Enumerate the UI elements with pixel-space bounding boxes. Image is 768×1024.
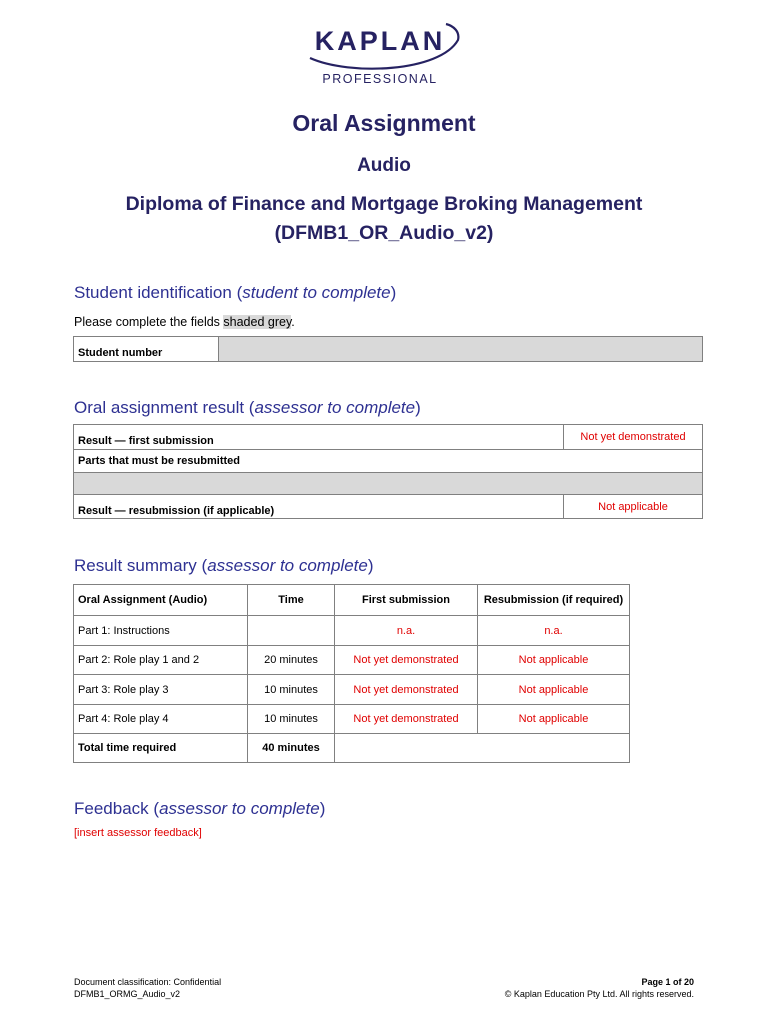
- course-code: (DFMB1_OR_Audio_v2): [274, 222, 494, 244]
- student-id-table: [73, 336, 703, 362]
- footer-right: [505, 976, 694, 1000]
- parts-resubmit-label: Parts that must be resubmitted: [74, 450, 703, 473]
- part-cell: Part 1: Instructions: [74, 616, 248, 646]
- total-empty-cell: [335, 734, 630, 763]
- feedback-heading: Feedback (assessor to complete): [74, 799, 326, 818]
- document-classification: Document classification: Confidential: [74, 977, 222, 987]
- page-title: Oral Assignment: [292, 110, 476, 136]
- heading-role: student to complete: [242, 283, 391, 302]
- parts-resubmit-field[interactable]: [74, 473, 703, 495]
- table-row: [74, 646, 630, 675]
- part-cell: Part 3: Role play 3: [74, 675, 248, 705]
- page-subtitle: Audio: [357, 155, 411, 176]
- document-id: DFMB1_ORMG_Audio_v2: [74, 989, 181, 999]
- resubmission-cell[interactable]: Not applicable: [478, 705, 630, 734]
- first-submission-cell[interactable]: Not yet demonstrated: [335, 646, 478, 675]
- time-cell: [248, 616, 335, 646]
- column-header: First submission: [335, 585, 478, 616]
- part-cell: Part 4: Role play 4: [74, 705, 248, 734]
- column-header: Time: [248, 585, 335, 616]
- first-submission-value[interactable]: Not yet demonstrated: [564, 425, 703, 450]
- page-number: Page 1 of 20: [641, 977, 694, 987]
- logo-wordmark: KAPLAN: [314, 26, 446, 56]
- heading-text: Feedback: [74, 799, 149, 818]
- first-submission-cell[interactable]: Not yet demonstrated: [335, 705, 478, 734]
- table-row: [74, 616, 630, 646]
- total-row: [74, 734, 630, 763]
- assessor-feedback-field[interactable]: [insert assessor feedback]: [74, 827, 202, 839]
- note-suffix: .: [291, 315, 295, 329]
- heading-role: assessor to complete: [159, 799, 320, 818]
- column-header: Resubmission (if required): [478, 585, 630, 616]
- total-time: 40 minutes: [248, 734, 335, 763]
- student-number-field[interactable]: [219, 337, 703, 362]
- resubmission-cell[interactable]: n.a.: [478, 616, 630, 646]
- note-shaded: shaded grey: [223, 315, 292, 329]
- table-row: [74, 675, 630, 705]
- oral-assignment-result-heading: Oral assignment result (assessor to complete): [74, 398, 421, 417]
- table-row: [74, 705, 630, 734]
- first-submission-cell[interactable]: Not yet demonstrated: [335, 675, 478, 705]
- note-prefix: Please complete the fields: [74, 315, 224, 329]
- part-cell: Part 2: Role play 1 and 2: [74, 646, 248, 675]
- copyright: © Kaplan Education Pty Ltd. All rights reserved.: [504, 989, 694, 999]
- heading-text: Student identification: [74, 283, 232, 302]
- resubmission-label: Result — resubmission (if applicable): [74, 495, 564, 519]
- course-name: Diploma of Finance and Mortgage Broking Management: [125, 193, 643, 215]
- result-summary-heading: Result summary (assessor to complete): [74, 556, 374, 575]
- result-table: [73, 424, 703, 519]
- heading-text: Result summary: [74, 556, 197, 575]
- resubmission-value[interactable]: Not applicable: [564, 495, 703, 519]
- time-cell: 10 minutes: [248, 675, 335, 705]
- result-summary-table: [73, 584, 630, 763]
- total-label: Total time required: [74, 734, 248, 763]
- resubmission-cell[interactable]: Not applicable: [478, 675, 630, 705]
- resubmission-cell[interactable]: Not applicable: [478, 646, 630, 675]
- instruction-note: [74, 315, 295, 329]
- heading-role: assessor to complete: [207, 556, 368, 575]
- first-submission-cell[interactable]: n.a.: [335, 616, 478, 646]
- student-number-label: Student number: [74, 337, 219, 362]
- heading-text: Oral assignment result: [74, 398, 245, 417]
- time-cell: 10 minutes: [248, 705, 335, 734]
- footer-left: [74, 976, 221, 1000]
- first-submission-label: Result — first submission: [74, 425, 564, 450]
- time-cell: 20 minutes: [248, 646, 335, 675]
- table-header-row: [74, 585, 630, 616]
- student-identification-heading: Student identification (student to complete): [74, 283, 397, 302]
- logo-subtitle: PROFESSIONAL: [322, 72, 438, 86]
- column-header: Oral Assignment (Audio): [74, 585, 248, 616]
- kaplan-logo: [0, 18, 768, 88]
- heading-role: assessor to complete: [254, 398, 416, 417]
